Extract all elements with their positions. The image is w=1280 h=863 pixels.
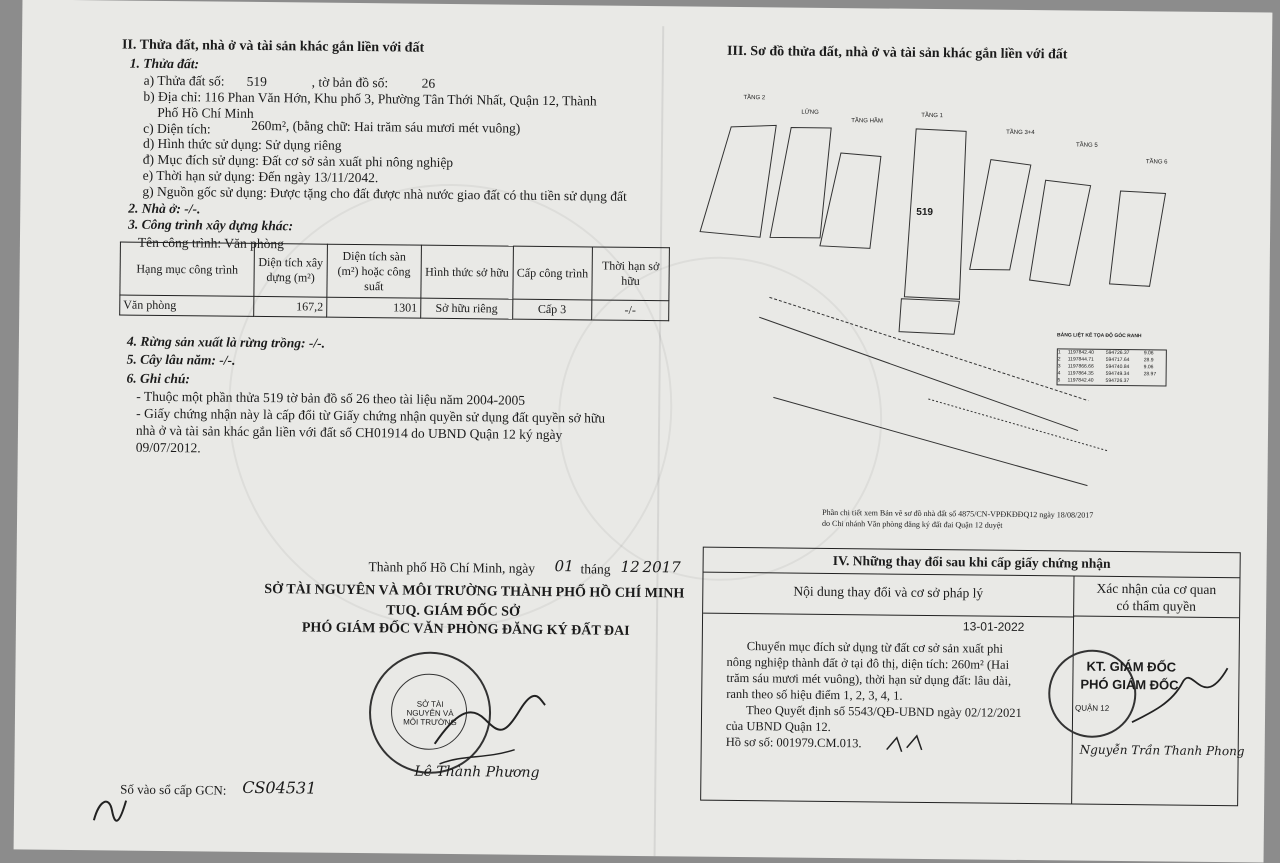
table-cell: 594726.37 (1106, 350, 1144, 357)
table-cell: 594749.34 (1106, 371, 1144, 378)
change-line-7: Hồ sơ số: 001979.CM.013. (726, 734, 862, 752)
plot-number-label: a) Thửa đất số: (144, 72, 225, 90)
stamp-text: QUẬN 12 (1058, 703, 1126, 713)
issue-month: 12 (620, 559, 639, 576)
map-note-2: do Chi nhánh Văn phòng đăng ký đất đai Quận 12 duyệt (822, 519, 1003, 530)
floor-label: LỬNG (801, 110, 819, 116)
table-cell: 28.97 (1144, 371, 1157, 378)
table-cell: Văn phòng (120, 295, 254, 316)
table-cell: 28.9 (1144, 357, 1154, 364)
table-cell: 3 (1058, 363, 1068, 370)
change-line-4: ranh theo số hiệu điểm 1, 2, 3, 4, 1. (726, 686, 903, 705)
issuer-role: TUQ. GIÁM ĐỐC SỞ (386, 602, 520, 620)
note-2a: - Giấy chứng nhận này là cấp đổi từ Giấy chứng nhận quyền sử dụng đất quyền sở hữu (136, 405, 605, 427)
note-2c: 09/07/2012. (136, 439, 201, 457)
signature-right (1122, 662, 1233, 743)
table-cell: 1197842.40 (1068, 377, 1106, 384)
table-cell: 1197844.71 (1068, 356, 1106, 363)
construction-table (119, 242, 670, 322)
usage-purpose: đ) Mục đích sử dụng: Đất cơ sở sản xuất phi nông nghiệp (143, 151, 453, 171)
issuer-org: SỞ TÀI NGUYÊN VÀ MÔI TRƯỜNG THÀNH PHỐ HỒ CHÍ MINH (264, 581, 684, 602)
note-2b: nhà ở và tài sản khác gắn liền với đất số CH01914 do UBND Quận 12 ký ngày (136, 422, 562, 443)
issue-day: 01 (554, 558, 573, 575)
approver-title-2: PHÓ GIÁM ĐỐC (1080, 676, 1178, 694)
signer-name-left: Lê Thành Phương (414, 764, 539, 782)
perennial-heading: 5. Cây lâu năm: -/-. (127, 351, 236, 369)
confirmation-column-header (1073, 577, 1239, 619)
initials-mark-right (882, 730, 932, 761)
note-1: - Thuộc một phần thửa 519 tờ bản đồ số 26 theo tài liệu năm 2004-2005 (136, 388, 525, 409)
table-cell: 167,2 (254, 296, 327, 317)
issue-year: 2017 (642, 559, 680, 576)
change-date: 13-01-2022 (963, 619, 1025, 634)
section-ii-heading: II. Thửa đất, nhà ở và tài sản khác gắn liền với đất (122, 37, 424, 57)
stamp-text: SỞ TÀI NGUYÊN VÀ MÔI TRƯỜNG (401, 699, 459, 727)
construction-heading: 3. Công trình xây dựng khác: (128, 216, 293, 235)
change-line-2: nông nghiệp thành đất ở tại đô thị, diện tích: 260m² (Hai (726, 654, 1009, 674)
confirmation-header-line2: có thẩm quyền (1073, 597, 1239, 616)
table-header: Diện tích sàn (m²) hoặc công suất (327, 244, 422, 298)
issue-date-label: Thành phố Hồ Chí Minh, ngày (368, 558, 535, 577)
table-cell: 1197864.35 (1068, 370, 1106, 377)
area-value: 260m², (bằng chữ: Hai trăm sáu mươi mét vuông) (251, 117, 520, 137)
table-header: Cấp công trình (513, 246, 593, 300)
address-line1: b) Địa chỉ: 116 Phan Văn Hớn, Khu phố 3, Phường Tân Thới Nhất, Quận 12, Thành (143, 88, 596, 110)
coordinate-table (1057, 332, 1168, 386)
site-plan-diagram (687, 66, 1222, 512)
construction-name: Tên công trình: Văn phòng (138, 234, 284, 253)
issue-month-label: tháng (580, 560, 610, 577)
section-iv-heading: IV. Những thay đổi sau khi cấp giấy chứng nhận (704, 548, 1240, 579)
change-line-5: Theo Quyết định số 5543/QĐ-UBND ngày 02/12/2021 (746, 702, 1022, 722)
floor-label: TẦNG 5 (1076, 143, 1098, 149)
coordinate-table-title: BẢNG LIỆT KÊ TỌA ĐỘ GÓC RANH (1057, 332, 1167, 339)
section-iii-heading: III. Sơ đồ thửa đất, nhà ở và tài sản khác gắn liền với đất (727, 43, 1068, 64)
table-header: Diện tích xây dựng (m²) (254, 243, 327, 297)
table-cell: 1197866.66 (1068, 363, 1106, 370)
house-heading: 2. Nhà ở: -/-. (128, 200, 200, 218)
signer-name-right: Nguyễn Trần Thanh Phong (1080, 742, 1245, 761)
area-label: c) Diện tích: (143, 120, 211, 138)
map-sheet-label: , tờ bản đồ số: (312, 74, 389, 92)
plot-number-value: 519 (247, 73, 267, 90)
table-cell: 594740.84 (1106, 364, 1144, 371)
usage-origin: g) Nguồn gốc sử dụng: Được tặng cho đất được nhà nước giao đất có thu tiền sử dụng đất (142, 183, 626, 205)
parcel-number-label: 519 (916, 207, 933, 218)
usage-term: e) Thời hạn sử dụng: Đến ngày 13/11/2042. (143, 167, 379, 186)
change-line-6: của UBND Quận 12. (726, 718, 831, 736)
changes-column-header: Nội dung thay đổi và cơ sở pháp lý (703, 573, 1074, 618)
change-line-1: Chuyển mục đích sử dụng từ đất cơ sở sản xuất phi (747, 638, 1003, 658)
table-header: Hình thức sở hữu (421, 245, 513, 299)
table-cell: 1301 (327, 297, 421, 318)
map-note-1: Phần chi tiết xem Bản vẽ sơ đồ nhà đất số 4875/CN-VPĐKĐĐQ12 ngày 18/08/2017 (822, 508, 1093, 520)
table-cell: Sở hữu riêng (421, 298, 513, 319)
site-plan-drawing (687, 66, 1222, 512)
changes-box (700, 547, 1241, 807)
table-cell: 9.06 (1144, 364, 1154, 371)
map-sheet-value: 26 (422, 75, 436, 92)
floor-label: TẦNG 3+4 (1006, 130, 1035, 136)
usage-form: d) Hình thức sử dụng: Sử dụng riêng (143, 135, 342, 154)
table-cell: 1 (1058, 349, 1068, 356)
table-header: Hạng mục công trình (120, 242, 255, 296)
forest-heading: 4. Rừng sản xuất là rừng trồng: -/-. (127, 333, 325, 352)
change-line-3: trăm sáu mươi mét vuông), thời hạn sử dụng đất: lâu dài, (726, 670, 1011, 690)
table-cell: 5 (1058, 377, 1068, 384)
table-cell: 2 (1058, 356, 1068, 363)
confirmation-header-line1: Xác nhận của cơ quan (1073, 580, 1239, 599)
table-cell: 4 (1058, 370, 1068, 377)
land-plot-heading: 1. Thửa đất: (130, 55, 199, 73)
table-cell: -/- (592, 300, 669, 321)
floor-label: TẦNG 2 (743, 95, 765, 101)
approver-title-1: KT. GIÁM ĐỐC (1086, 658, 1176, 676)
issuer-title: PHÓ GIÁM ĐỐC VĂN PHÒNG ĐĂNG KÝ ĐẤT ĐAI (302, 619, 630, 639)
table-cell: 9.06 (1144, 350, 1154, 357)
floor-label: TẦNG 1 (921, 113, 943, 119)
gcn-value: CS04531 (242, 779, 316, 797)
initials-mark (84, 790, 134, 831)
table-header: Thời hạn sở hữu (592, 247, 670, 301)
table-cell: 594726.37 (1106, 378, 1144, 385)
gcn-label: Số vào sổ cấp GCN: (120, 781, 226, 799)
table-cell: 1197842.40 (1068, 349, 1106, 356)
floor-label: TẦNG 6 (1146, 159, 1168, 165)
floor-label: TẦNG HẦM (851, 118, 883, 124)
table-row (1058, 377, 1166, 385)
address-line2: Phố Hồ Chí Minh (157, 104, 254, 122)
certificate-sheet (14, 0, 1273, 863)
table-cell: Cấp 3 (512, 299, 591, 320)
notes-heading: 6. Ghi chú: (126, 370, 190, 388)
table-cell: 594717.64 (1106, 357, 1144, 364)
